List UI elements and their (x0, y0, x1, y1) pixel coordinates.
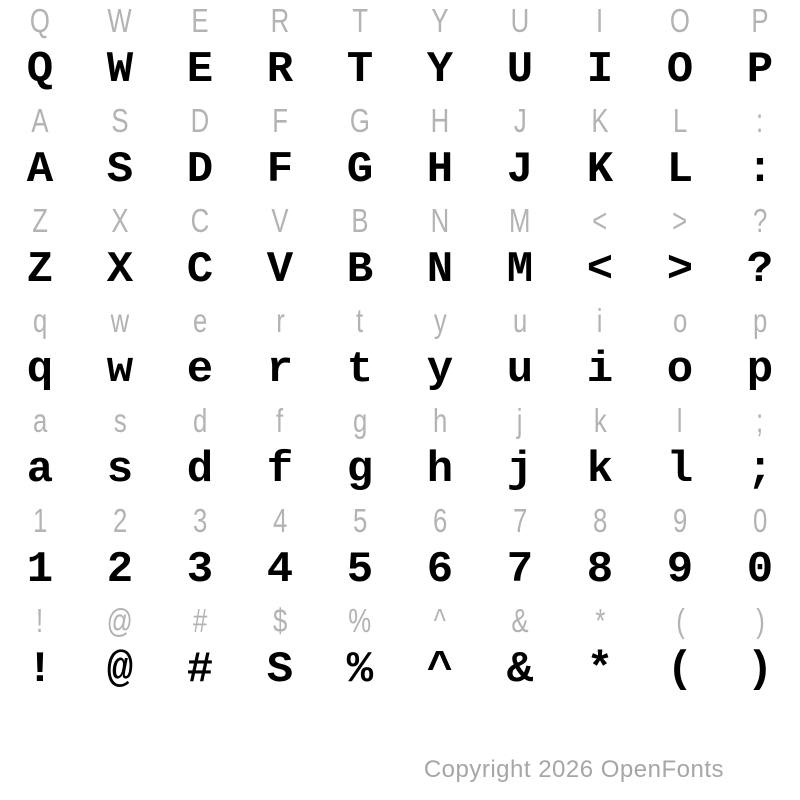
sample-glyph-cell (240, 345, 320, 400)
sample-row (0, 345, 800, 400)
sample-glyph-cell (720, 645, 800, 700)
reference-glyph: u (512, 302, 528, 339)
sample-glyph: S (266, 645, 294, 695)
sample-row (0, 645, 800, 700)
reference-glyph: y (433, 302, 447, 339)
sample-glyph-cell (560, 345, 640, 400)
reference-glyph-cell (80, 600, 160, 650)
reference-glyph: 9 (672, 502, 688, 539)
reference-glyph-cell (720, 0, 800, 50)
reference-glyph-cell (80, 300, 160, 350)
reference-glyph-cell (640, 0, 720, 50)
sample-glyph: 3 (186, 545, 214, 595)
reference-glyph-cell (400, 600, 480, 650)
reference-glyph-cell (480, 0, 560, 50)
reference-glyph-cell (560, 300, 640, 350)
sample-glyph-cell (0, 145, 80, 200)
sample-glyph: u (506, 345, 534, 395)
sample-glyph: W (106, 45, 134, 95)
reference-glyph: e (192, 302, 208, 339)
reference-glyph-cell (720, 600, 800, 650)
sample-glyph: j (506, 445, 534, 495)
sample-glyph-cell (480, 545, 560, 600)
sample-glyph-cell (480, 445, 560, 500)
reference-glyph-cell (560, 100, 640, 150)
reference-row (0, 400, 800, 450)
sample-glyph: k (586, 445, 614, 495)
reference-glyph-cell (0, 500, 80, 550)
sample-glyph-cell (400, 45, 480, 100)
reference-glyph-cell (400, 0, 480, 50)
sample-glyph: 4 (266, 545, 294, 595)
reference-glyph-cell (400, 300, 480, 350)
reference-glyph-cell (0, 0, 80, 50)
reference-glyph: Q (29, 2, 51, 39)
sample-glyph-cell (320, 545, 400, 600)
reference-glyph: t (356, 302, 364, 339)
reference-glyph-cell (640, 100, 720, 150)
sample-glyph: 0 (746, 545, 774, 595)
sample-glyph: 9 (666, 545, 694, 595)
sample-glyph: % (346, 645, 374, 695)
sample-glyph: # (186, 645, 214, 695)
sample-row (0, 245, 800, 300)
reference-glyph-cell (560, 500, 640, 550)
sample-glyph-cell (240, 245, 320, 300)
sample-glyph: H (426, 145, 454, 195)
reference-glyph: 3 (192, 502, 208, 539)
sample-glyph: ( (666, 645, 694, 695)
reference-glyph-cell (240, 600, 320, 650)
reference-glyph: a (32, 402, 48, 439)
reference-glyph: < (592, 202, 608, 239)
sample-glyph-cell (80, 45, 160, 100)
reference-glyph-cell (240, 200, 320, 250)
reference-glyph-cell (160, 200, 240, 250)
sample-row (0, 145, 800, 200)
sample-glyph-cell (560, 545, 640, 600)
sample-glyph: : (746, 145, 774, 195)
reference-glyph: S (111, 102, 129, 139)
sample-glyph: Y (426, 45, 454, 95)
reference-glyph-cell (480, 200, 560, 250)
sample-row (0, 545, 800, 600)
sample-glyph: ) (746, 645, 774, 695)
sample-glyph-cell (320, 145, 400, 200)
reference-glyph-cell (240, 400, 320, 450)
sample-glyph: * (586, 645, 614, 695)
sample-glyph-cell (0, 645, 80, 700)
sample-glyph-cell (80, 645, 160, 700)
sample-glyph-cell (400, 145, 480, 200)
sample-glyph-cell (480, 145, 560, 200)
reference-glyph-cell (240, 100, 320, 150)
sample-row (0, 445, 800, 500)
reference-glyph: g (352, 402, 368, 439)
reference-row (0, 600, 800, 650)
sample-glyph: < (586, 245, 614, 295)
sample-glyph-cell (80, 345, 160, 400)
reference-glyph-cell (160, 600, 240, 650)
sample-glyph-cell (560, 145, 640, 200)
reference-glyph: 7 (512, 502, 528, 539)
reference-glyph-cell (0, 400, 80, 450)
reference-glyph-cell (480, 100, 560, 150)
sample-glyph-cell (320, 45, 400, 100)
sample-glyph-cell (640, 145, 720, 200)
reference-glyph: T (352, 2, 368, 39)
sample-glyph-cell (160, 145, 240, 200)
reference-glyph: H (430, 102, 450, 139)
sample-glyph: g (346, 445, 374, 495)
reference-glyph: & (511, 602, 529, 639)
sample-glyph: J (506, 145, 534, 195)
reference-glyph: G (349, 102, 371, 139)
reference-glyph-cell (0, 300, 80, 350)
reference-glyph: o (672, 302, 688, 339)
sample-glyph-cell (720, 445, 800, 500)
reference-glyph: 5 (352, 502, 368, 539)
sample-glyph-cell (320, 245, 400, 300)
sample-glyph-cell (240, 445, 320, 500)
reference-glyph: C (190, 202, 210, 239)
reference-glyph: l (677, 402, 683, 439)
reference-glyph-cell (640, 600, 720, 650)
sample-glyph: 6 (426, 545, 454, 595)
reference-glyph-cell (560, 0, 640, 50)
sample-glyph-cell (160, 545, 240, 600)
reference-glyph: P (751, 2, 769, 39)
reference-glyph: J (513, 102, 527, 139)
reference-glyph-cell (400, 500, 480, 550)
sample-glyph: t (346, 345, 374, 395)
reference-glyph: r (275, 302, 285, 339)
reference-row (0, 500, 800, 550)
reference-glyph-cell (400, 400, 480, 450)
sample-glyph: O (666, 45, 694, 95)
sample-glyph: P (746, 45, 774, 95)
reference-glyph-cell (0, 200, 80, 250)
sample-glyph-cell (720, 45, 800, 100)
reference-glyph: j (517, 402, 523, 439)
reference-glyph-cell (80, 100, 160, 150)
sample-glyph-cell (480, 645, 560, 700)
reference-glyph-cell (160, 300, 240, 350)
reference-glyph-cell (240, 500, 320, 550)
reference-glyph: # (192, 602, 208, 639)
sample-glyph-cell (160, 45, 240, 100)
sample-glyph: f (266, 445, 294, 495)
reference-glyph-cell (80, 200, 160, 250)
reference-glyph: O (669, 2, 691, 39)
reference-glyph: d (192, 402, 208, 439)
sample-glyph: e (186, 345, 214, 395)
reference-glyph-cell (640, 200, 720, 250)
sample-glyph: N (426, 245, 454, 295)
sample-glyph: Q (26, 45, 54, 95)
reference-glyph-cell (720, 200, 800, 250)
reference-glyph: N (430, 202, 450, 239)
sample-glyph: I (586, 45, 614, 95)
reference-glyph: Z (32, 202, 48, 239)
sample-glyph-cell (560, 445, 640, 500)
reference-glyph-cell (320, 600, 400, 650)
sample-glyph: B (346, 245, 374, 295)
reference-row (0, 0, 800, 50)
reference-glyph-cell (80, 0, 160, 50)
sample-glyph-cell (160, 245, 240, 300)
sample-glyph: L (666, 145, 694, 195)
reference-glyph: 0 (752, 502, 768, 539)
reference-glyph: 4 (272, 502, 288, 539)
reference-glyph-cell (160, 400, 240, 450)
sample-glyph-cell (240, 45, 320, 100)
sample-glyph: T (346, 45, 374, 95)
reference-glyph: 8 (592, 502, 608, 539)
reference-glyph: ; (756, 402, 764, 439)
reference-glyph-cell (80, 500, 160, 550)
sample-glyph: l (666, 445, 694, 495)
reference-glyph-cell (160, 500, 240, 550)
reference-glyph: q (32, 302, 48, 339)
sample-glyph-cell (640, 545, 720, 600)
reference-glyph: 1 (32, 502, 48, 539)
sample-glyph: ^ (426, 645, 454, 695)
sample-glyph-cell (240, 145, 320, 200)
sample-glyph: K (586, 145, 614, 195)
reference-row (0, 100, 800, 150)
sample-glyph-cell (640, 45, 720, 100)
sample-glyph: E (186, 45, 214, 95)
reference-glyph-cell (160, 100, 240, 150)
reference-glyph: X (111, 202, 129, 239)
sample-glyph: h (426, 445, 454, 495)
sample-glyph-cell (160, 345, 240, 400)
reference-glyph: W (107, 2, 133, 39)
sample-glyph-cell (400, 445, 480, 500)
reference-glyph: ^ (433, 602, 447, 639)
sample-glyph: y (426, 345, 454, 395)
sample-glyph-cell (400, 245, 480, 300)
reference-glyph-cell (480, 600, 560, 650)
reference-glyph: Y (431, 2, 449, 39)
sample-glyph: w (106, 345, 134, 395)
sample-glyph-cell (400, 545, 480, 600)
reference-glyph-cell (640, 400, 720, 450)
reference-glyph-cell (560, 600, 640, 650)
sample-glyph: 2 (106, 545, 134, 595)
sample-glyph: U (506, 45, 534, 95)
reference-row (0, 200, 800, 250)
sample-glyph-cell (480, 245, 560, 300)
sample-glyph-cell (720, 145, 800, 200)
sample-glyph: ; (746, 445, 774, 495)
reference-glyph-cell (160, 0, 240, 50)
reference-glyph-cell (720, 400, 800, 450)
reference-glyph-cell (320, 500, 400, 550)
sample-glyph: > (666, 245, 694, 295)
reference-glyph: M (509, 202, 531, 239)
reference-glyph-cell (400, 200, 480, 250)
reference-glyph: K (591, 102, 609, 139)
reference-glyph: w (110, 302, 130, 339)
reference-glyph-cell (480, 300, 560, 350)
reference-glyph-cell (320, 300, 400, 350)
sample-glyph-cell (640, 345, 720, 400)
sample-glyph: C (186, 245, 214, 295)
reference-glyph-cell (640, 300, 720, 350)
reference-glyph: U (510, 2, 530, 39)
reference-glyph: p (752, 302, 768, 339)
reference-glyph: : (756, 102, 764, 139)
sample-row (0, 45, 800, 100)
sample-glyph: A (26, 145, 54, 195)
reference-glyph-cell (240, 300, 320, 350)
reference-glyph-cell (480, 400, 560, 450)
copyright-text: Copyright 2026 OpenFonts (423, 756, 724, 783)
sample-glyph-cell (0, 245, 80, 300)
sample-glyph: ! (26, 645, 54, 695)
sample-glyph-cell (160, 445, 240, 500)
sample-glyph-cell (640, 445, 720, 500)
reference-glyph-cell (480, 500, 560, 550)
sample-glyph-cell (720, 245, 800, 300)
reference-glyph: V (271, 202, 289, 239)
reference-glyph-cell (0, 600, 80, 650)
sample-glyph-cell (80, 245, 160, 300)
reference-glyph-cell (320, 200, 400, 250)
reference-row (0, 300, 800, 350)
sample-glyph-cell (640, 245, 720, 300)
reference-glyph-cell (0, 100, 80, 150)
sample-glyph-cell (80, 145, 160, 200)
sample-glyph-cell (480, 345, 560, 400)
sample-glyph: & (506, 645, 534, 695)
reference-glyph-cell (640, 500, 720, 550)
sample-glyph-cell (720, 545, 800, 600)
reference-glyph: > (672, 202, 688, 239)
sample-glyph: r (266, 345, 294, 395)
reference-glyph: I (596, 2, 604, 39)
reference-glyph: E (191, 2, 209, 39)
sample-glyph: 7 (506, 545, 534, 595)
reference-glyph-cell (560, 400, 640, 450)
sample-glyph: ? (746, 245, 774, 295)
reference-glyph: s (113, 402, 127, 439)
reference-glyph: @ (106, 602, 134, 639)
reference-glyph-cell (720, 500, 800, 550)
sample-glyph-cell (320, 645, 400, 700)
reference-glyph-cell (80, 400, 160, 450)
sample-glyph-cell (640, 645, 720, 700)
sample-glyph: a (26, 445, 54, 495)
reference-glyph: B (351, 202, 369, 239)
reference-glyph: ! (36, 602, 44, 639)
reference-glyph: h (432, 402, 448, 439)
sample-glyph-cell (400, 645, 480, 700)
sample-glyph: 1 (26, 545, 54, 595)
sample-glyph: s (106, 445, 134, 495)
reference-glyph-cell (320, 100, 400, 150)
sample-glyph-cell (80, 445, 160, 500)
sample-glyph-cell (0, 445, 80, 500)
reference-glyph: R (270, 2, 290, 39)
sample-glyph: V (266, 245, 294, 295)
reference-glyph-cell (320, 400, 400, 450)
reference-glyph: 6 (432, 502, 448, 539)
sample-glyph: F (266, 145, 294, 195)
reference-glyph: D (190, 102, 210, 139)
reference-glyph: $ (272, 602, 288, 639)
sample-glyph: p (746, 345, 774, 395)
sample-glyph: q (26, 345, 54, 395)
sample-glyph: @ (106, 645, 134, 695)
sample-glyph: G (346, 145, 374, 195)
reference-glyph-cell (240, 0, 320, 50)
sample-glyph-cell (560, 45, 640, 100)
sample-glyph: M (506, 245, 534, 295)
reference-glyph-cell (720, 100, 800, 150)
sample-glyph-cell (560, 245, 640, 300)
sample-glyph: R (266, 45, 294, 95)
reference-glyph: ? (752, 202, 768, 239)
sample-glyph-cell (0, 45, 80, 100)
reference-glyph-cell (320, 0, 400, 50)
sample-glyph-cell (0, 545, 80, 600)
sample-glyph-cell (720, 345, 800, 400)
sample-glyph: 5 (346, 545, 374, 595)
reference-glyph: ( (675, 602, 685, 639)
reference-glyph: L (672, 102, 688, 139)
sample-glyph: X (106, 245, 134, 295)
sample-glyph: 8 (586, 545, 614, 595)
reference-glyph: F (272, 102, 288, 139)
reference-glyph: A (31, 102, 49, 139)
reference-glyph: 2 (112, 502, 128, 539)
sample-glyph: Z (26, 245, 54, 295)
reference-glyph: * (594, 602, 606, 639)
reference-glyph: i (597, 302, 603, 339)
sample-glyph-cell (560, 645, 640, 700)
sample-glyph-cell (0, 345, 80, 400)
sample-glyph: d (186, 445, 214, 495)
reference-glyph-cell (400, 100, 480, 150)
sample-glyph-cell (320, 445, 400, 500)
sample-glyph-cell (480, 45, 560, 100)
sample-glyph-cell (160, 645, 240, 700)
reference-glyph: k (593, 402, 607, 439)
sample-glyph: i (586, 345, 614, 395)
reference-glyph: f (276, 402, 284, 439)
sample-glyph-cell (240, 645, 320, 700)
reference-glyph: % (348, 602, 372, 639)
sample-glyph: o (666, 345, 694, 395)
sample-glyph: D (186, 145, 214, 195)
sample-glyph-cell (80, 545, 160, 600)
sample-glyph-cell (320, 345, 400, 400)
sample-glyph-cell (240, 545, 320, 600)
reference-glyph-cell (720, 300, 800, 350)
sample-glyph-cell (400, 345, 480, 400)
reference-glyph-cell (560, 200, 640, 250)
reference-glyph: ) (755, 602, 765, 639)
sample-glyph: S (106, 145, 134, 195)
